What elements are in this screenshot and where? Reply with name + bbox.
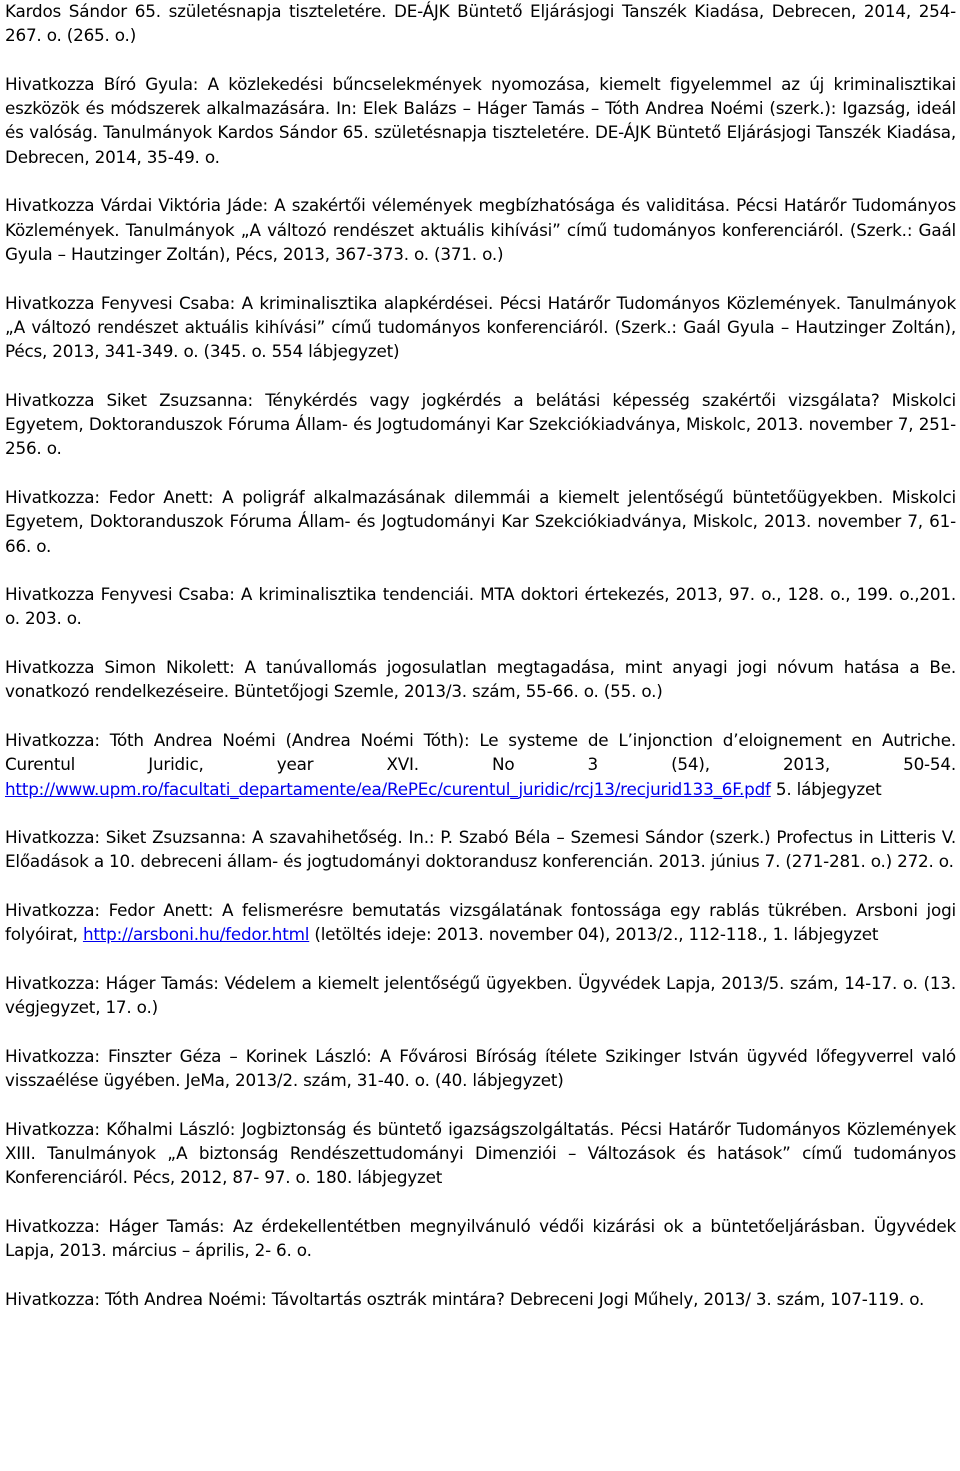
reference-paragraph [5,72,956,169]
reference-text: (letöltés ideje: 2013. november 04), 2013/2., 112-118., 1. lábjegyzet [309,924,879,945]
reference-link[interactable]: http://arsboni.hu/fedor.html [82,924,310,945]
reference-text: Hivatkozza: Finszter Géza – Korinek László: A Fővárosi Bíróság ítélete Szikinger István ügyvéd lőfegyverrel való visszaélése ügyében. JeMa, 2013/2. szám, 31-40. o. (40. lábjegyzet) [5,1045,956,1091]
reference-paragraph [5,1287,956,1311]
reference-text: Hivatkozza: Fedor Anett: A poligráf alkalmazásának dilemmái a kiemelt jelentőségű büntetőügyekben. Miskolci Egyetem, Doktoranduszok Fóruma Állam- és Jogtudományi Kar Szekciókiadványa, Miskolc, 2013. november 7, 61-66. o. [5,486,956,556]
reference-paragraph [5,485,956,558]
reference-paragraph [5,1117,956,1190]
reference-paragraph [5,898,956,947]
reference-paragraph [5,0,956,48]
reference-text: Hivatkozza: Fedor Anett: A felismerésre bemutatás vizsgálatának fontossága egy rablás tükrében. Arsboni jogi folyóirat, [5,899,956,945]
reference-text: Hivatkozza: Tóth Andrea Noémi (Andrea Noémi Tóth): Le systeme de L’injonction d’eloignement en Autriche. Curentul Juridic, year XVI. No 3 (54), 2013, 50-54. [5,729,956,775]
reference-text: 5. lábjegyzet [770,778,882,799]
reference-text: Kardos Sándor 65. születésnapja tiszteletére. DE-ÁJK Büntető Eljárásjogi Tanszék Kiadása, Debrecen, 2014, 254-267. o. (265. o.) [5,1,956,46]
reference-text: Hivatkozza: Háger Tamás: Az érdekellentétben megnyilvánuló védői kizárási ok a büntetőeljárásban. Ügyvédek Lapja, 2013. március – április, 2- 6. o. [5,1215,956,1261]
reference-text: Hivatkozza: Kőhalmi László: Jogbiztonság és büntető igazságszolgáltatás. Pécsi Határőr Tudományos Közlemények XIII. Tanulmányok „A biztonság Rendészettudományi Dimenziói – Változások és hatások” című tudományos Konferenciáról. Pécs, 2012, 87- 97. o. 180. lábjegyzet [5,1118,956,1188]
reference-text: Hivatkozza Siket Zsuzsanna: Ténykérdés vagy jogkérdés a belátási képesség szakértői vizsgálata? Miskolci Egyetem, Doktoranduszok Fóruma Állam- és Jogtudományi Kar Szekciókiadványa, Miskolc, 2013. november 7, 251-256. o. [5,389,956,459]
reference-text: Hivatkozza Simon Nikolett: A tanúvallomás jogosulatlan megtagadása, mint anyagi jogi nóvum hatása a Be. vonatkozó rendelkezéseire. Büntetőjogi Szemle, 2013/3. szám, 55-66. o. (55. o.) [5,657,956,702]
reference-paragraph [5,291,956,364]
reference-text: Hivatkozza Bíró Gyula: A közlekedési bűncselekmények nyomozása, kiemelt figyelemmel az új kriminalisztikai eszközök és módszerek alkalmazására. In: Elek Balázs – Háger Tamás – Tóth Andrea Noémi (szerk.): Igazság, ideál és valóság. Tanulmányok Kardos Sándor 65. születésnapja tiszteletére. DE-ÁJK Büntető Eljárásjogi Tanszék Kiadása, Debrecen, 2014, 35-49. o. [5,73,956,167]
reference-text: Hivatkozza: Tóth Andrea Noémi: Távoltartás osztrák mintára? Debreceni Jogi Műhely, 2013/ 3. szám, 107-119. o. [5,1288,925,1309]
reference-text: Hivatkozza: Háger Tamás: Védelem a kiemelt jelentőségű ügyekben. Ügyvédek Lapja, 2013/5. szám, 14-17. o. (13. végjegyzet, 17. o.) [5,972,956,1018]
reference-paragraph [5,193,956,266]
reference-paragraph [5,1214,956,1263]
reference-text: Hivatkozza Fenyvesi Csaba: A kriminalisztika alapkérdései. Pécsi Határőr Tudományos Közlemények. Tanulmányok „A változó rendészet aktuális kihívási” című tudományos konferenciáról. (Szerk.: Gaál Gyula – Hautzinger Zoltán), Pécs, 2013, 341-349. o. (345. o. 554 lábjegyzet) [5,292,956,362]
reference-paragraph [5,1044,956,1093]
reference-paragraph [5,825,956,874]
reference-text: Hivatkozza Várdai Viktória Jáde: A szakértői vélemények megbízhatósága és validitása. Pécsi Határőr Tudományos Közlemények. Tanulmányok „A változó rendészet aktuális kihívási” című tudományos konferenciáról. (Szerk.: Gaál Gyula – Hautzinger Zoltán), Pécs, 2013, 367-373. o. (371. o.) [5,195,956,264]
reference-text: Hivatkozza: Siket Zsuzsanna: A szavahihetőség. In.: P. Szabó Béla – Szemesi Sándor (szerk.) Profectus in Litteris V. Előadások a 10. debreceni állam- és jogtudományi doktorandusz konferencián. 2013. június 7. (271-281. o.) 272. o. [5,827,956,872]
reference-text: Hivatkozza Fenyvesi Csaba: A kriminalisztika tendenciái. MTA doktori értekezés, 2013, 97. o., 128. o., 199. o.,201. o. 203. o. [5,584,956,629]
reference-paragraph [5,971,956,1020]
reference-paragraph [5,582,956,631]
reference-link[interactable]: http://www.upm.ro/facultati_departamente/ea/RePEc/curentul_juridic/rcj13/recjurid133_6F.pdf [5,778,771,799]
reference-paragraph [5,655,956,704]
reference-paragraph [5,388,956,461]
reference-paragraph [5,728,956,801]
